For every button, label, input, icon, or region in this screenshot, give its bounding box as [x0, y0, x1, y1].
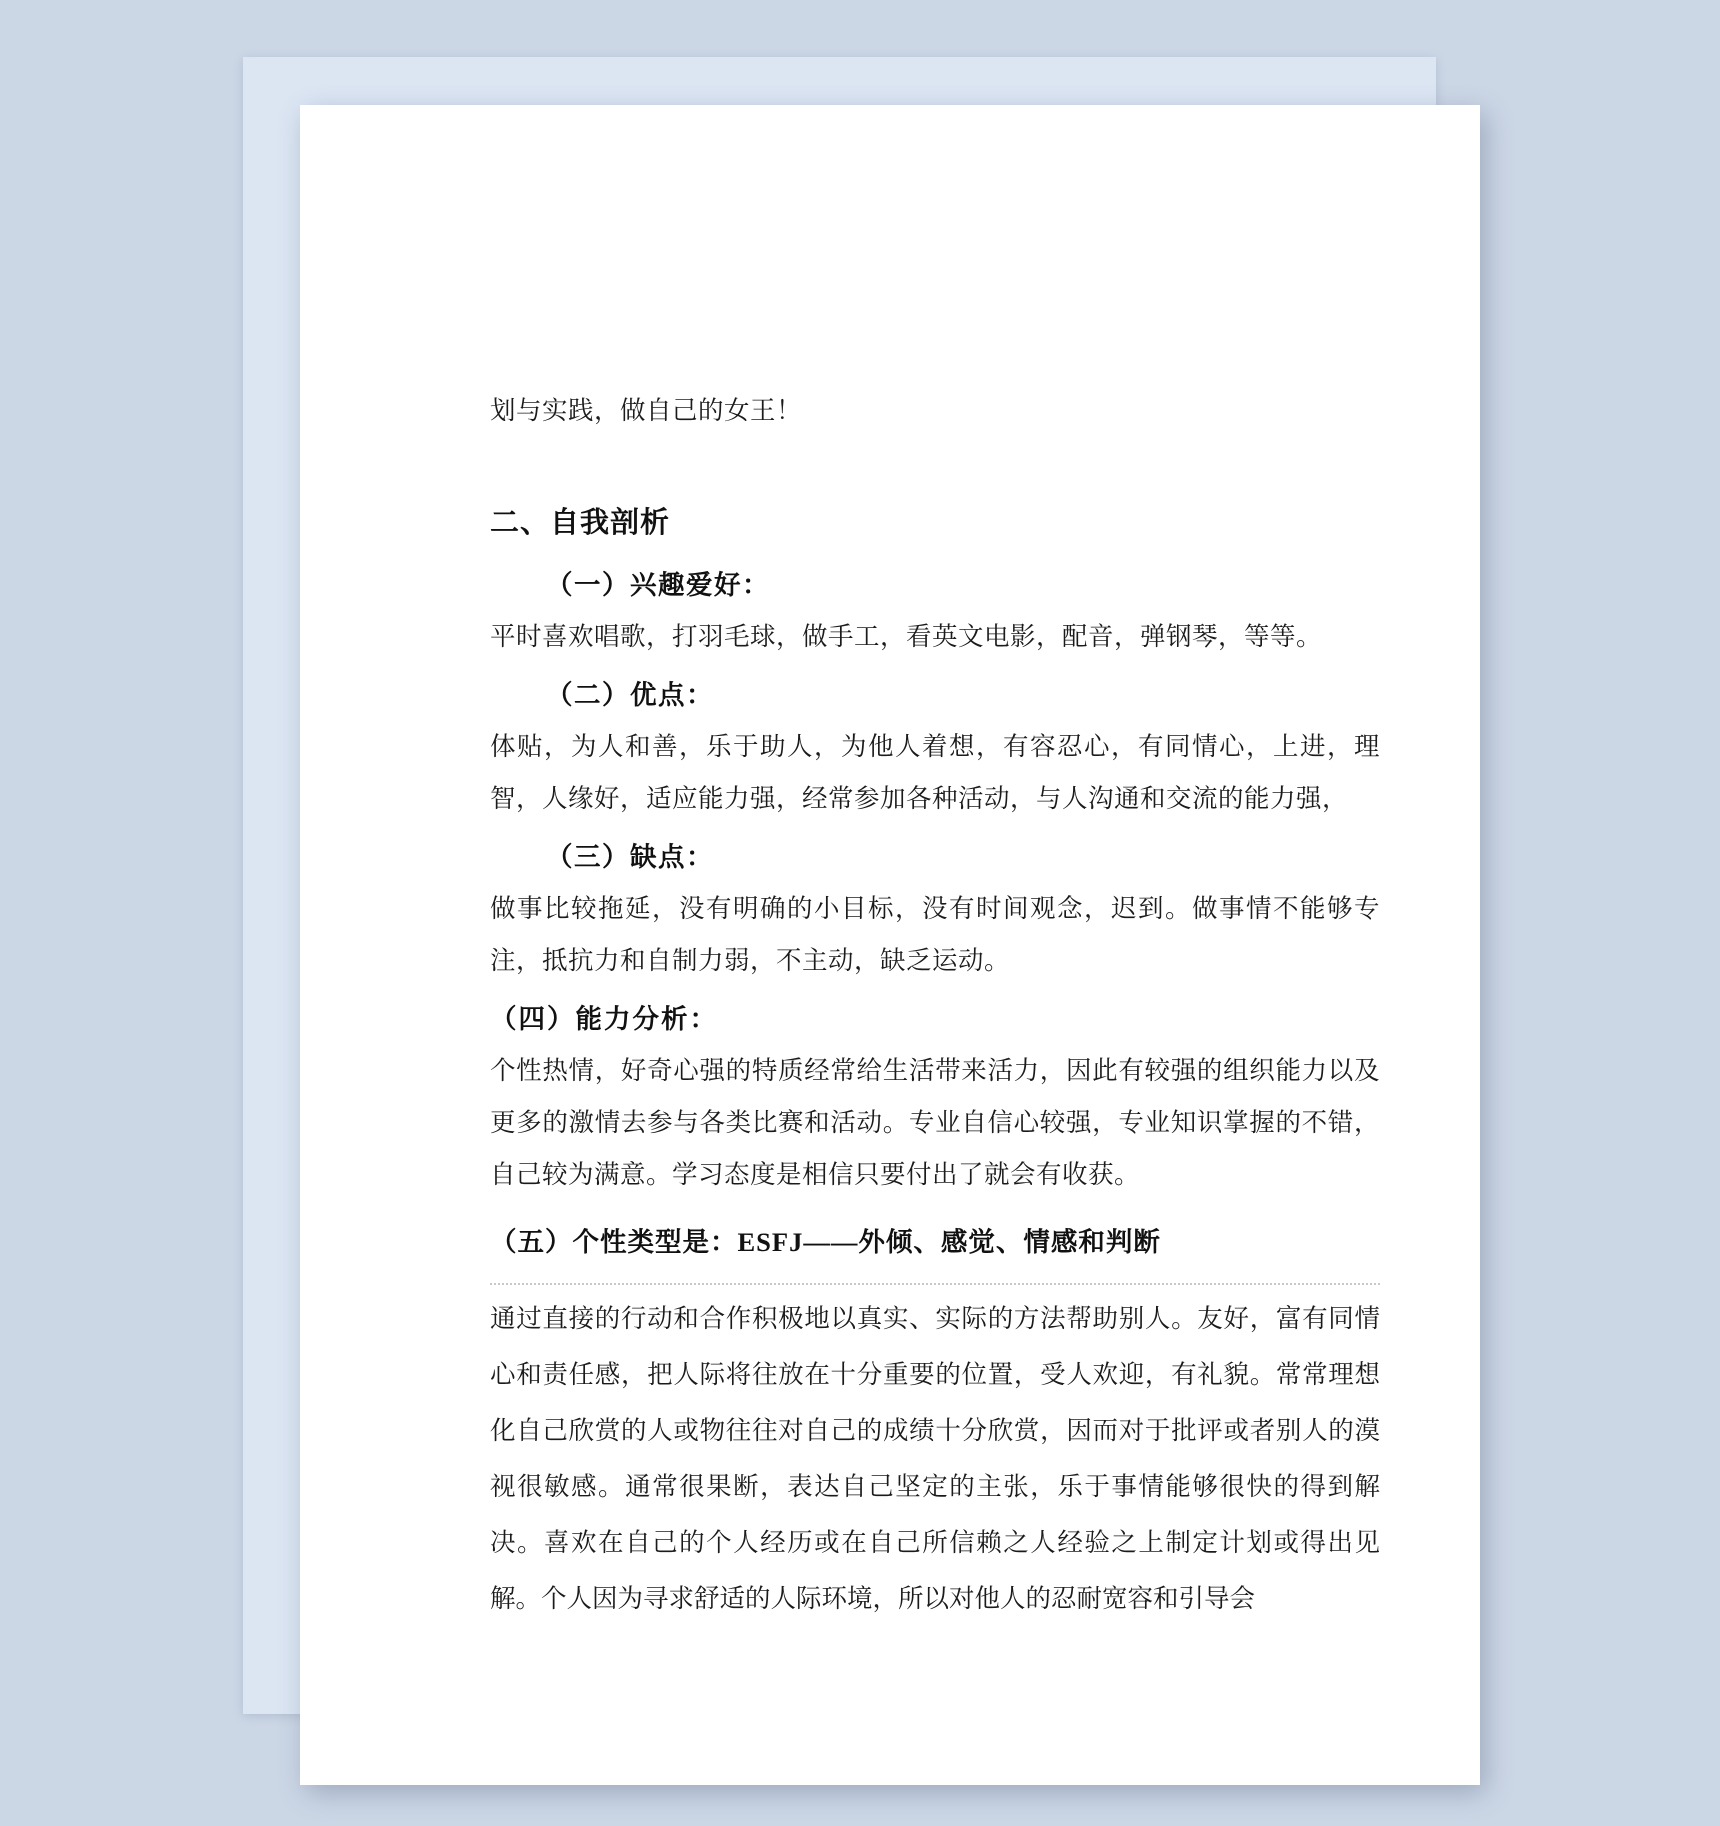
document-page [300, 105, 1480, 1785]
subsection-heading-personality-type: （五）个性类型是：ESFJ——外倾、感觉、情感和判断 [490, 1227, 1161, 1257]
personality-description-text: 通过直接的行动和合作积极地以真实、实际的方法帮助别人。友好，富有同情心和责任感，把人际将往放在十分重要的位置，受人欢迎，有礼貌。常常理想化自己欣赏的人或物往往对自己的成绩十分欣赏，因而对于批评或者别人的漠视很敏感。通常很果断，表达自己坚定的主张，乐于事情能够很快的得到解决。喜欢在自己的个人经历或在自己所信赖之人经验之上制定计划或得出见解。个人因为寻求舒适的人际环境，所以对他人的忍耐宽容和引导会 [490, 1304, 1380, 1613]
subsection-heading-hobbies: （一）兴趣爱好： [546, 570, 770, 600]
subsection-heading-ability: （四）能力分析： [490, 1004, 718, 1034]
section-heading: 二、自我剖析 [490, 507, 671, 539]
subsection-body-strengths: 体贴，为人和善，乐于助人，为他人着想，有容忍心，有同情心，上进，理智，人缘好，适应能力强，经常参加各种活动，与人沟通和交流的能力强， [490, 732, 1380, 813]
subsection-body-ability: 个性热情，好奇心强的特质经常给生活带来活力，因此有较强的组织能力以及更多的激情去参与各类比赛和活动。专业自信心较强，专业知识掌握的不错，自己较为满意。学习态度是相信只要付出了就会有收获。 [490, 1056, 1380, 1189]
dotted-divider [490, 1283, 1380, 1285]
document-content [490, 385, 1380, 1627]
lead-line-text: 划与实践，做自己的女王！ [490, 396, 803, 425]
subsection-body-weaknesses: 做事比较拖延，没有明确的小目标，没有时间观念，迟到。做事情不能够专注，抵抗力和自制力弱，不主动，缺乏运动。 [490, 894, 1380, 975]
subsection-heading-weaknesses: （三）缺点： [546, 842, 714, 872]
subsection-heading-strengths: （二）优点： [546, 680, 714, 710]
subsection-body-hobbies: 平时喜欢唱歌，打羽毛球，做手工，看英文电影，配音，弹钢琴，等等。 [490, 622, 1323, 651]
